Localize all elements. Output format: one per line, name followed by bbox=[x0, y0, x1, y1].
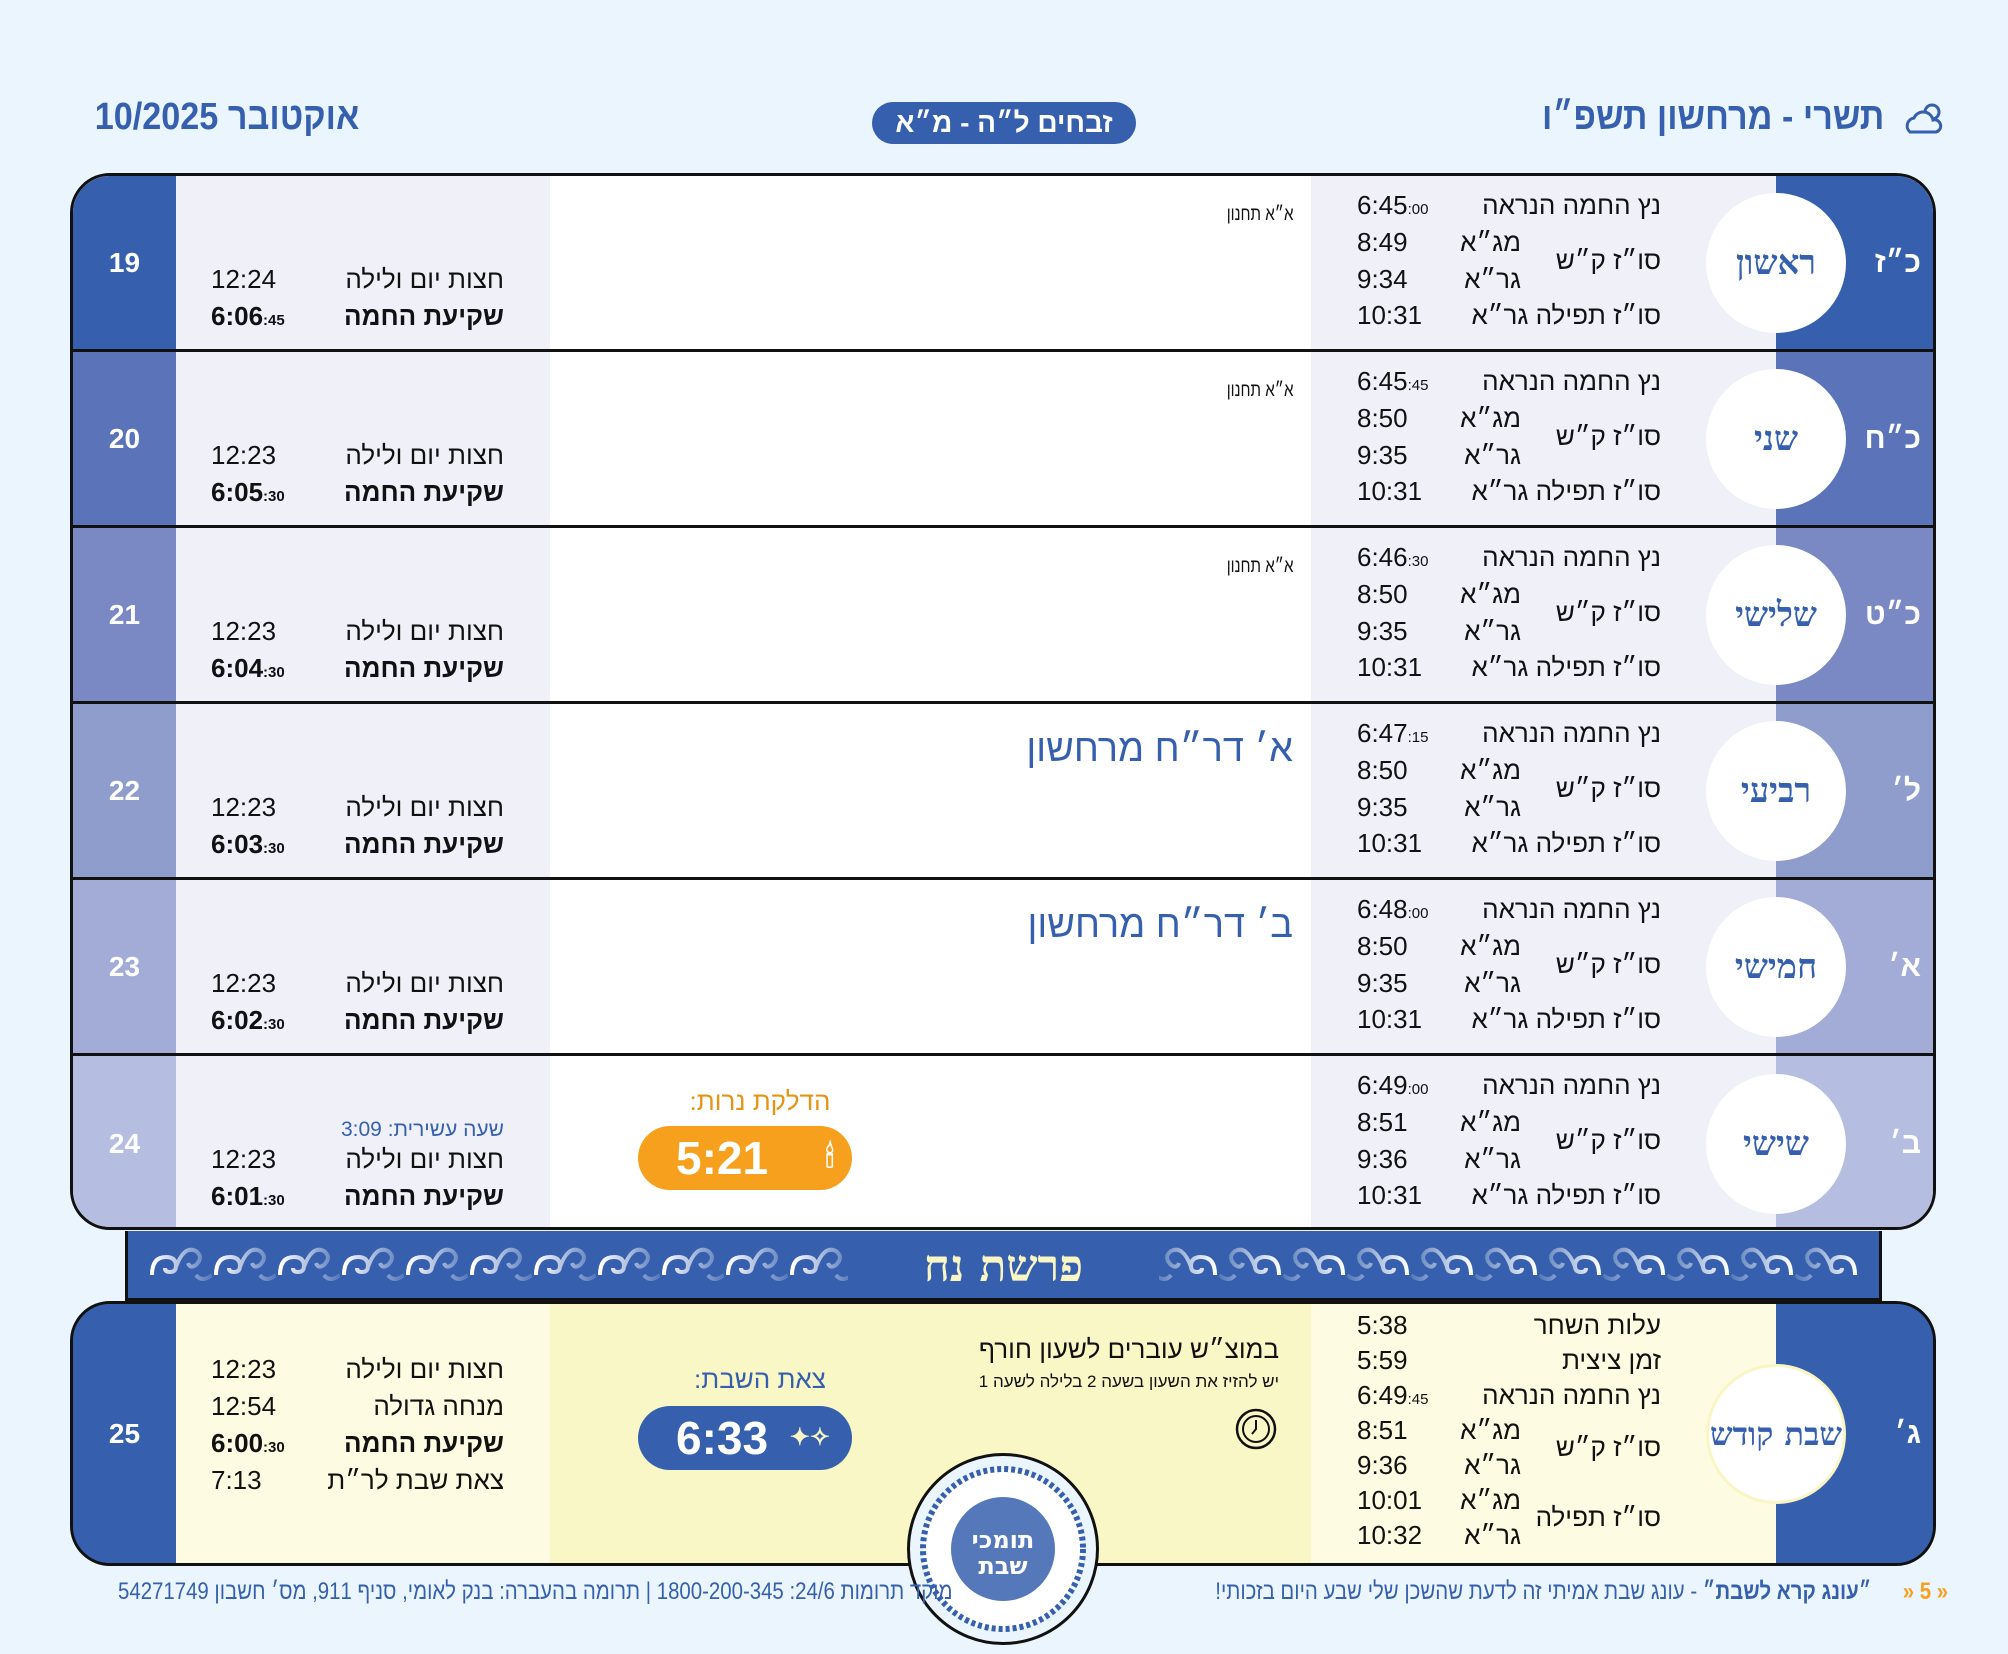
netz-time: 6:49:45 bbox=[1357, 1380, 1429, 1410]
chatzot-time: 12:23 bbox=[211, 1144, 277, 1174]
hebrew-date: ל׳ bbox=[1776, 704, 1936, 877]
netz-time: 6:45:00 bbox=[1357, 190, 1429, 220]
mga-label: מג״א bbox=[1460, 931, 1521, 961]
shma-mga-time: 8:50 bbox=[1357, 755, 1408, 785]
chatzot-time: 12:23 bbox=[211, 792, 277, 822]
alot-time: 5:38 bbox=[1357, 1310, 1408, 1340]
shkia-time: 6:04:30 bbox=[211, 653, 285, 683]
chatzot-label: חצות יום ולילה bbox=[345, 1354, 504, 1384]
tachanun-note: א״א תחנון bbox=[1226, 204, 1293, 225]
gregorian-month-title: אוקטובר 10/2025 bbox=[94, 96, 360, 138]
netz-label: נץ החמה הנראה bbox=[1482, 1070, 1661, 1100]
tefila-label: סו״ז תפילה גר״א bbox=[1471, 1180, 1661, 1210]
chatzot-label: חצות יום ולילה bbox=[345, 1144, 504, 1174]
left-panel bbox=[176, 704, 550, 877]
weekday-table bbox=[70, 173, 1936, 1230]
shkia-time: 6:05:30 bbox=[211, 477, 285, 507]
tefila-label: סו״ז תפילה bbox=[1535, 1502, 1661, 1532]
clock-change-sub: יש להזיז את השעון בשעה 2 בלילה לשעה 1 bbox=[978, 1372, 1279, 1391]
shma-label: סו״ז ק״ש bbox=[1555, 421, 1661, 451]
rosh-chodesh-label: ב׳ דר״ח מרחשון bbox=[1027, 904, 1293, 946]
tefila-time: 10:31 bbox=[1357, 652, 1423, 682]
tefila-time: 10:31 bbox=[1357, 476, 1423, 506]
shkia-time: 6:01:30 bbox=[211, 1181, 285, 1211]
asirit-line: שעה עשירית: 3:09 bbox=[340, 1118, 504, 1141]
shma-label: סו״ז ק״ש bbox=[1555, 1125, 1661, 1155]
notes-panel bbox=[550, 1056, 1311, 1230]
tefila-label: סו״ז תפילה גר״א bbox=[1471, 476, 1661, 506]
gra-label: גר״א bbox=[1464, 792, 1521, 822]
tzeit-rt-time: 7:13 bbox=[211, 1465, 262, 1495]
gra-label: גר״א bbox=[1464, 968, 1521, 998]
shma-gra-time: 9:36 bbox=[1357, 1144, 1408, 1174]
parasha-title: פרשת נח bbox=[923, 1241, 1084, 1292]
netz-time: 6:46:30 bbox=[1357, 542, 1429, 572]
shma-gra-label: גר״א bbox=[1464, 1450, 1521, 1480]
notes-panel bbox=[550, 880, 1311, 1053]
candle-lighting-time: 5:21 bbox=[676, 1132, 769, 1184]
tomchei-shabbos-seal bbox=[907, 1453, 1099, 1645]
tefila-label: סו״ז תפילה גר״א bbox=[1471, 652, 1661, 682]
day-row bbox=[73, 704, 1933, 880]
netz-label: נץ החמה הנראה bbox=[1482, 542, 1661, 572]
day-row bbox=[73, 528, 1933, 704]
rosh-chodesh-label: א׳ דר״ח מרחשון bbox=[1026, 728, 1293, 770]
notes-panel bbox=[550, 528, 1311, 701]
gregorian-date: 25 bbox=[73, 1304, 176, 1563]
gregorian-date: 23 bbox=[73, 880, 176, 1053]
hebrew-date: א׳ bbox=[1776, 880, 1936, 1053]
notes-panel bbox=[550, 176, 1311, 349]
shma-gra-time: 9:35 bbox=[1357, 792, 1408, 822]
shma-gra-time: 9:35 bbox=[1357, 968, 1408, 998]
tefila-mga-time: 10:01 bbox=[1357, 1485, 1423, 1515]
tzeit-label: צאת השבת: bbox=[694, 1364, 826, 1394]
netz-label: נץ החמה הנראה bbox=[1482, 718, 1661, 748]
tefila-time: 10:31 bbox=[1357, 300, 1423, 330]
netz-label: נץ החמה הנראה bbox=[1482, 366, 1661, 396]
day-name: רביעי bbox=[1706, 721, 1846, 861]
shma-label: סו״ז ק״ש bbox=[1555, 949, 1661, 979]
shkia-label: שקיעת החמה bbox=[344, 477, 504, 507]
quote-text: - עונג שבת אמיתי זה לדעת שהשכן שלי שבע היום בזכותי! bbox=[1215, 1578, 1703, 1605]
day-row bbox=[73, 176, 1933, 352]
clock-change-note: במוצ״ש עוברים לשעון חורף bbox=[978, 1334, 1279, 1364]
svg-text:שבת: שבת bbox=[978, 1552, 1028, 1580]
day-row bbox=[73, 880, 1933, 1056]
shkia-label: שקיעת החמה bbox=[344, 301, 504, 331]
notes-panel bbox=[550, 704, 1311, 877]
netz-label: נץ החמה הנראה bbox=[1482, 894, 1661, 924]
shma-mga-label: מג״א bbox=[1460, 1415, 1521, 1445]
gra-label: גר״א bbox=[1464, 440, 1521, 470]
shkia-label: שקיעת החמה bbox=[344, 653, 504, 683]
mga-label: מג״א bbox=[1460, 227, 1521, 257]
shma-mga-time: 8:50 bbox=[1357, 931, 1408, 961]
chatzot-label: חצות יום ולילה bbox=[345, 968, 504, 998]
left-panel bbox=[176, 528, 550, 701]
mga-label: מג״א bbox=[1460, 755, 1521, 785]
shma-mga-time: 8:49 bbox=[1357, 227, 1408, 257]
day-name: חמישי bbox=[1706, 897, 1846, 1037]
tachanun-note: א״א תחנון bbox=[1226, 556, 1293, 577]
gregorian-date: 24 bbox=[73, 1056, 176, 1230]
parasha-banner bbox=[125, 1231, 1882, 1301]
chatzot-time: 12:23 bbox=[211, 968, 277, 998]
shma-mga-time: 8:51 bbox=[1357, 1415, 1408, 1445]
shma-mga-time: 8:51 bbox=[1357, 1107, 1408, 1137]
tefila-time: 10:31 bbox=[1357, 828, 1423, 858]
tefila-label: סו״ז תפילה גר״א bbox=[1471, 300, 1661, 330]
shkia-label: שקיעת החמה bbox=[344, 1181, 504, 1211]
day-name: שישי bbox=[1706, 1074, 1846, 1214]
tzeit-time: 6:33 bbox=[676, 1412, 769, 1464]
netz-label: נץ החמה הנראה bbox=[1482, 190, 1661, 220]
cloud-sun-icon bbox=[1902, 98, 1950, 143]
hebrew-date: כ״ז bbox=[1776, 176, 1936, 349]
tefila-label: סו״ז תפילה גר״א bbox=[1471, 828, 1661, 858]
chatzot-label: חצות יום ולילה bbox=[345, 616, 504, 646]
tachanun-note: א״א תחנון bbox=[1226, 380, 1293, 401]
page-number: « 5 « bbox=[1902, 1578, 1948, 1605]
gra-label: גר״א bbox=[1464, 1144, 1521, 1174]
shma-gra-time: 9:35 bbox=[1357, 440, 1408, 470]
gra-label: גר״א bbox=[1464, 264, 1521, 294]
tzitzit-label: זמן ציצית bbox=[1561, 1345, 1661, 1375]
shkia-time: 6:03:30 bbox=[211, 829, 285, 859]
footer-quote bbox=[1215, 1578, 1948, 1606]
left-panel bbox=[176, 880, 550, 1053]
shma-label: סו״ז ק״ש bbox=[1555, 773, 1661, 803]
mga-label: מג״א bbox=[1460, 579, 1521, 609]
netz-time: 6:45:45 bbox=[1357, 366, 1429, 396]
shkia-label: שקיעת החמה bbox=[344, 1428, 504, 1458]
day-row bbox=[73, 1056, 1933, 1230]
shma-mga-time: 8:50 bbox=[1357, 579, 1408, 609]
mga-label: מג״א bbox=[1460, 403, 1521, 433]
shkia-label: שקיעת החמה bbox=[344, 829, 504, 859]
shkia-time: 6:00:30 bbox=[211, 1428, 285, 1458]
tzeit-rt-label: צאת שבת לר״ת bbox=[327, 1465, 504, 1495]
shma-label: סו״ז ק״ש bbox=[1555, 245, 1661, 275]
notes-panel bbox=[550, 352, 1311, 525]
day-name: ראשון bbox=[1706, 193, 1846, 333]
hebrew-date: ב׳ bbox=[1776, 1056, 1936, 1230]
chatzot-time: 12:23 bbox=[211, 440, 277, 470]
shma-label: סו״ז ק״ש bbox=[1555, 597, 1661, 627]
shkia-time: 6:02:30 bbox=[211, 1005, 285, 1035]
gregorian-date: 19 bbox=[73, 176, 176, 349]
hebrew-date: ג׳ bbox=[1776, 1304, 1936, 1563]
tefila-mga-label: מג״א bbox=[1460, 1485, 1521, 1515]
daf-yomi-badge: זבחים ל״ה - מ״א bbox=[872, 102, 1136, 144]
chatzot-label: חצות יום ולילה bbox=[345, 440, 504, 470]
gra-label: גר״א bbox=[1464, 616, 1521, 646]
tzeit-badge bbox=[638, 1406, 852, 1470]
day-row bbox=[73, 352, 1933, 528]
donation-info: מוקד תרומות 24/6: 1800-200-345 | תרומה בהעברה: בנק לאומי, סניף 911, מס׳ חשבון 54271749 bbox=[118, 1578, 953, 1605]
hebrew-date: כ״ט bbox=[1776, 528, 1936, 701]
chatzot-label: חצות יום ולילה bbox=[345, 264, 504, 294]
mga-label: מג״א bbox=[1460, 1107, 1521, 1137]
gregorian-date: 21 bbox=[73, 528, 176, 701]
netz-time: 6:49:00 bbox=[1357, 1070, 1429, 1100]
stars-icon: ✦✧ bbox=[789, 1424, 830, 1451]
hebrew-month-title: תשרי - מרחשון תשפ״ו bbox=[1541, 96, 1884, 138]
shkia-label: שקיעת החמה bbox=[344, 1005, 504, 1035]
chatzot-label: חצות יום ולילה bbox=[345, 792, 504, 822]
gregorian-date: 22 bbox=[73, 704, 176, 877]
chatzot-time: 12:24 bbox=[211, 264, 277, 294]
chatzot-time: 12:23 bbox=[211, 1354, 277, 1384]
tefila-gra-time: 10:32 bbox=[1357, 1520, 1423, 1550]
tefila-time: 10:31 bbox=[1357, 1004, 1423, 1034]
mincha-label: מנחה גדולה bbox=[373, 1391, 504, 1421]
left-panel bbox=[176, 352, 550, 525]
netz-time: 6:48:00 bbox=[1357, 894, 1429, 924]
svg-text:תומכי: תומכי bbox=[971, 1526, 1035, 1554]
tefila-gra-label: גר״א bbox=[1464, 1520, 1521, 1550]
tefila-label: סו״ז תפילה גר״א bbox=[1471, 1004, 1661, 1034]
candles-icon: 🕯 bbox=[825, 1141, 834, 1174]
shabbat-left-panel bbox=[176, 1304, 550, 1563]
candle-lighting-label: הדלקת נרות: bbox=[689, 1086, 831, 1116]
tzitzit-time: 5:59 bbox=[1357, 1345, 1408, 1375]
chatzot-time: 12:23 bbox=[211, 616, 277, 646]
left-panel bbox=[176, 1056, 550, 1230]
gregorian-date: 20 bbox=[73, 352, 176, 525]
quote-title: ״עונג קרא לשבת״ bbox=[1702, 1578, 1872, 1605]
shkia-time: 6:06:45 bbox=[211, 301, 285, 331]
left-panel bbox=[176, 176, 550, 349]
netz-label: נץ החמה הנראה bbox=[1482, 1380, 1661, 1410]
day-name: שלישי bbox=[1706, 545, 1846, 685]
tefila-time: 10:31 bbox=[1357, 1180, 1423, 1210]
day-name: שני bbox=[1706, 369, 1846, 509]
candle-lighting-badge bbox=[638, 1126, 852, 1190]
alot-label: עלות השחר bbox=[1533, 1310, 1661, 1340]
mincha-time: 12:54 bbox=[211, 1391, 277, 1421]
shma-gra-time: 9:34 bbox=[1357, 264, 1408, 294]
shma-mga-time: 8:50 bbox=[1357, 403, 1408, 433]
shma-label: סו״ז ק״ש bbox=[1555, 1432, 1661, 1462]
shma-gra-time: 9:36 bbox=[1357, 1450, 1408, 1480]
hebrew-date: כ״ח bbox=[1776, 352, 1936, 525]
shma-gra-time: 9:35 bbox=[1357, 616, 1408, 646]
day-name: שבת קודש bbox=[1706, 1364, 1846, 1504]
clock-back-icon bbox=[1233, 1406, 1279, 1457]
netz-time: 6:47:15 bbox=[1357, 718, 1429, 748]
